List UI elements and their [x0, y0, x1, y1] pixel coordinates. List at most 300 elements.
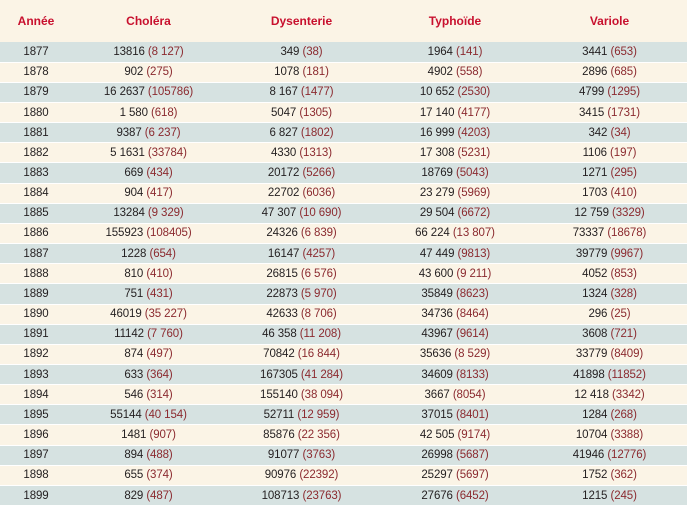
cholera-cases: 546	[124, 388, 144, 401]
dysenterie-deaths: (22392)	[299, 469, 339, 482]
variole-cell	[532, 284, 687, 304]
variole-cell	[532, 425, 687, 445]
year-cell: 1887	[0, 244, 72, 264]
cholera-deaths: (6 237)	[144, 126, 181, 139]
cholera-cases: 13816	[113, 45, 145, 58]
cholera-cell	[72, 183, 225, 203]
dysenterie-deaths: (22 356)	[297, 429, 340, 442]
dysenterie-cases: 349	[280, 45, 300, 58]
dysenterie-cases: 5047	[271, 106, 297, 119]
typhoide-deaths: (13 807)	[452, 227, 495, 240]
cholera-cell	[72, 284, 225, 304]
typhoide-cell	[378, 42, 532, 62]
dysenterie-deaths: (5266)	[302, 167, 336, 180]
dysenterie-deaths: (1802)	[300, 126, 334, 139]
typhoide-deaths: (2530)	[457, 86, 491, 99]
dysenterie-deaths: (1305)	[299, 106, 332, 119]
cholera-cases: 633	[124, 368, 144, 381]
year-cell: 1893	[0, 365, 72, 385]
typhoide-cases: 18769	[421, 167, 453, 180]
typhoide-deaths: (6452)	[455, 489, 489, 502]
cholera-cell	[72, 324, 225, 344]
dysenterie-cases: 90976	[264, 469, 297, 482]
typhoide-deaths: (9174)	[457, 429, 491, 442]
cholera-cell	[72, 244, 225, 264]
year-cell: 1879	[0, 82, 72, 102]
year-cell: 1885	[0, 203, 72, 223]
variole-deaths: (3388)	[610, 429, 644, 442]
dysenterie-cell	[225, 143, 378, 163]
year-cell: 1898	[0, 465, 72, 485]
variole-deaths: (721)	[610, 328, 637, 341]
typhoide-deaths: (8054)	[452, 388, 486, 401]
dysenterie-deaths: (6 576)	[300, 267, 337, 280]
variole-cases: 12 418	[574, 388, 609, 401]
cholera-deaths: (487)	[146, 489, 173, 502]
typhoide-cases: 42 505	[419, 429, 455, 442]
cholera-cases: 13284	[113, 207, 145, 220]
dysenterie-deaths: (38 094)	[300, 388, 343, 401]
variole-cases: 4799	[579, 86, 605, 99]
variole-cases: 33779	[575, 348, 608, 361]
cholera-deaths: (8 127)	[147, 45, 184, 58]
variole-cases: 3441	[582, 45, 608, 58]
typhoide-cases: 16 999	[419, 126, 455, 139]
variole-deaths: (12776)	[607, 449, 647, 462]
dysenterie-cases: 22702	[267, 187, 300, 200]
dysenterie-deaths: (16 844)	[297, 348, 340, 361]
variole-cell	[532, 385, 687, 405]
dysenterie-cases: 24326	[266, 227, 298, 240]
dysenterie-cases: 167305	[260, 368, 298, 381]
year-cell: 1889	[0, 284, 72, 304]
cholera-deaths: (417)	[146, 187, 173, 200]
variole-deaths: (197)	[610, 146, 637, 159]
typhoide-cases: 37015	[421, 408, 453, 421]
table-row	[0, 244, 687, 264]
variole-deaths: (245)	[610, 489, 637, 502]
table-row	[0, 102, 687, 122]
table-row	[0, 284, 687, 304]
dysenterie-cases: 85876	[263, 429, 295, 442]
variole-deaths: (8409)	[610, 348, 644, 361]
cholera-deaths: (9 329)	[147, 207, 184, 220]
variole-cases: 12 759	[574, 207, 609, 220]
cholera-cases: 5 1631	[110, 146, 145, 159]
cholera-cell	[72, 264, 225, 284]
variole-cases: 4052	[582, 267, 608, 280]
dysenterie-deaths: (10 690)	[299, 207, 342, 220]
cholera-cases: 1228	[121, 247, 147, 260]
cholera-cell	[72, 163, 225, 183]
dysenterie-deaths: (8 706)	[300, 308, 337, 321]
cholera-cell	[72, 485, 225, 505]
cholera-deaths: (431)	[146, 287, 173, 300]
dysenterie-cell	[225, 425, 378, 445]
cholera-deaths: (618)	[151, 106, 178, 119]
cholera-cases: 874	[124, 348, 144, 361]
dysenterie-cell	[225, 365, 378, 385]
year-cell: 1894	[0, 385, 72, 405]
dysenterie-deaths: (11 208)	[299, 328, 341, 341]
variole-deaths: (362)	[610, 469, 637, 482]
dysenterie-cell	[225, 223, 378, 243]
dysenterie-cases: 46 358	[262, 328, 297, 341]
cholera-cases: 751	[124, 287, 144, 300]
variole-deaths: (34)	[610, 126, 631, 139]
variole-deaths: (11852)	[607, 368, 646, 381]
typhoide-cases: 1964	[427, 45, 453, 58]
dysenterie-cases: 22873	[266, 287, 298, 300]
typhoide-cases: 35636	[419, 348, 452, 361]
cholera-deaths: (275)	[146, 66, 173, 79]
cholera-cell	[72, 405, 225, 425]
variole-cell	[532, 465, 687, 485]
cholera-deaths: (35 227)	[144, 308, 187, 321]
typhoide-cell	[378, 82, 532, 102]
typhoide-cases: 43 600	[418, 267, 454, 280]
dysenterie-cases: 47 307	[261, 207, 297, 220]
dysenterie-deaths: (41 284)	[300, 368, 343, 381]
typhoide-deaths: (9813)	[457, 247, 491, 260]
cholera-deaths: (314)	[146, 388, 173, 401]
cholera-cases: 46019	[110, 308, 142, 321]
variole-deaths: (268)	[610, 408, 637, 421]
dysenterie-cell	[225, 123, 378, 143]
dysenterie-deaths: (181)	[302, 66, 329, 79]
cholera-cell	[72, 445, 225, 465]
typhoide-cell	[378, 143, 532, 163]
dysenterie-cell	[225, 304, 378, 324]
typhoide-cases: 34609	[421, 368, 453, 381]
year-cell: 1891	[0, 324, 72, 344]
typhoide-cell	[378, 365, 532, 385]
table-row	[0, 62, 687, 82]
dysenterie-cell	[225, 264, 378, 284]
typhoide-cell	[378, 123, 532, 143]
dysenterie-cases: 8 167	[269, 86, 298, 99]
header-dysenterie: Dysenterie	[270, 14, 333, 28]
variole-cases: 41898	[573, 368, 605, 381]
typhoide-cell	[378, 324, 532, 344]
variole-deaths: (410)	[610, 187, 637, 200]
table-body	[0, 42, 687, 506]
dysenterie-cases: 155140	[260, 388, 298, 401]
variole-cases: 1752	[582, 469, 608, 482]
variole-deaths: (853)	[610, 267, 637, 280]
cholera-cell	[72, 82, 225, 102]
variole-cases: 39779	[575, 247, 608, 260]
typhoide-cell	[378, 203, 532, 223]
dysenterie-cell	[225, 42, 378, 62]
variole-cell	[532, 42, 687, 62]
variole-deaths: (1295)	[607, 86, 640, 99]
table-row	[0, 183, 687, 203]
cholera-deaths: (488)	[146, 449, 173, 462]
year-cell: 1892	[0, 344, 72, 364]
cholera-deaths: (434)	[146, 167, 173, 180]
typhoide-deaths: (5231)	[457, 146, 491, 159]
header-typhoide: Typhoïde	[428, 14, 482, 28]
typhoide-deaths: (5697)	[455, 469, 489, 482]
typhoide-cell	[378, 284, 532, 304]
dysenterie-cell	[225, 244, 378, 264]
variole-cell	[532, 344, 687, 364]
cholera-cell	[72, 223, 225, 243]
dysenterie-deaths: (1477)	[300, 86, 334, 99]
variole-deaths: (25)	[610, 308, 631, 321]
typhoide-cases: 66 224	[415, 227, 450, 240]
typhoide-cell	[378, 344, 532, 364]
year-cell: 1881	[0, 123, 72, 143]
cholera-cases: 894	[124, 449, 144, 462]
dysenterie-cases: 26815	[266, 267, 298, 280]
typhoide-deaths: (9614)	[455, 328, 489, 341]
variole-cases: 1271	[582, 167, 608, 180]
typhoide-cases: 10 652	[419, 86, 455, 99]
variole-cases: 1215	[582, 489, 608, 502]
variole-cases: 1324	[582, 287, 608, 300]
cholera-cases: 829	[124, 489, 144, 502]
variole-deaths: (3329)	[612, 207, 645, 220]
variole-deaths: (653)	[610, 45, 637, 58]
cholera-cell	[72, 143, 225, 163]
typhoide-cell	[378, 62, 532, 82]
cholera-deaths: (654)	[149, 247, 176, 260]
typhoide-deaths: (4177)	[457, 106, 491, 119]
typhoide-deaths: (8 529)	[454, 348, 491, 361]
typhoide-cell	[378, 244, 532, 264]
dysenterie-cell	[225, 344, 378, 364]
cholera-cases: 902	[124, 66, 144, 79]
dysenterie-cell	[225, 102, 378, 122]
typhoide-deaths: (9 211)	[456, 267, 492, 280]
dysenterie-cases: 91077	[267, 449, 300, 462]
typhoide-cell	[378, 102, 532, 122]
table-row	[0, 223, 687, 243]
typhoide-cell	[378, 405, 532, 425]
year-cell: 1882	[0, 143, 72, 163]
year-cell: 1880	[0, 102, 72, 122]
typhoide-cases: 23 279	[419, 187, 455, 200]
variole-cell	[532, 324, 687, 344]
variole-cell	[532, 365, 687, 385]
variole-cases: 1284	[582, 408, 608, 421]
cholera-cell	[72, 304, 225, 324]
typhoide-cases: 27676	[421, 489, 453, 502]
typhoide-cell	[378, 485, 532, 505]
table-row	[0, 485, 687, 505]
variole-cell	[532, 485, 687, 505]
table-row	[0, 304, 687, 324]
dysenterie-cases: 4330	[271, 146, 297, 159]
typhoide-cell	[378, 264, 532, 284]
table-row	[0, 465, 687, 485]
dysenterie-deaths: (4257)	[302, 247, 336, 260]
table-row	[0, 445, 687, 465]
variole-deaths: (295)	[610, 167, 637, 180]
dysenterie-cell	[225, 445, 378, 465]
variole-deaths: (9967)	[610, 247, 644, 260]
dysenterie-deaths: (1313)	[299, 146, 332, 159]
dysenterie-cell	[225, 163, 378, 183]
variole-cases: 3415	[579, 106, 605, 119]
typhoide-cell	[378, 304, 532, 324]
table-row	[0, 405, 687, 425]
typhoide-cases: 26998	[421, 449, 453, 462]
dysenterie-cell	[225, 485, 378, 505]
variole-cell	[532, 405, 687, 425]
year-cell: 1890	[0, 304, 72, 324]
cholera-cases: 16 2637	[103, 86, 145, 99]
table-row	[0, 163, 687, 183]
variole-cell	[532, 304, 687, 324]
cholera-deaths: (364)	[146, 368, 173, 381]
typhoide-cases: 43967	[421, 328, 453, 341]
dysenterie-deaths: (12 959)	[297, 408, 340, 421]
typhoide-cases: 35849	[421, 287, 453, 300]
typhoide-cell	[378, 385, 532, 405]
cholera-deaths: (7 760)	[147, 328, 183, 341]
table-row	[0, 42, 687, 62]
variole-deaths: (3342)	[612, 388, 645, 401]
year-cell: 1883	[0, 163, 72, 183]
cholera-cases: 55144	[110, 408, 142, 421]
dysenterie-cell	[225, 203, 378, 223]
year-cell: 1895	[0, 405, 72, 425]
cholera-cell	[72, 42, 225, 62]
table-row	[0, 264, 687, 284]
variole-cell	[532, 82, 687, 102]
cholera-cases: 810	[124, 267, 144, 280]
cholera-cases: 11142	[114, 328, 144, 341]
typhoide-deaths: (5687)	[455, 449, 489, 462]
typhoide-cell	[378, 223, 532, 243]
header-annee: Année	[17, 14, 55, 28]
typhoide-cell	[378, 425, 532, 445]
typhoide-cases: 17 308	[419, 146, 455, 159]
typhoide-deaths: (6672)	[457, 207, 491, 220]
typhoide-cases: 34736	[421, 308, 453, 321]
cholera-cases: 904	[124, 187, 144, 200]
typhoide-deaths: (8133)	[455, 368, 489, 381]
variole-cell	[532, 445, 687, 465]
variole-cell	[532, 183, 687, 203]
variole-cases: 3608	[582, 328, 608, 341]
cholera-cell	[72, 102, 225, 122]
cholera-cases: 155923	[105, 227, 144, 240]
typhoide-cases: 47 449	[419, 247, 455, 260]
typhoide-deaths: (8401)	[455, 408, 489, 421]
cholera-cases: 669	[124, 167, 144, 180]
cholera-deaths: (907)	[149, 429, 176, 442]
year-cell: 1877	[0, 42, 72, 62]
cholera-cases: 9387	[116, 126, 142, 139]
cholera-cases: 1 580	[119, 106, 148, 119]
variole-cases: 1106	[582, 146, 607, 159]
table-header	[0, 0, 687, 42]
dysenterie-deaths: (23763)	[302, 489, 342, 502]
variole-cell	[532, 244, 687, 264]
year-cell: 1899	[0, 485, 72, 505]
cholera-cell	[72, 425, 225, 445]
variole-cell	[532, 163, 687, 183]
variole-deaths: (685)	[610, 66, 637, 79]
variole-cell	[532, 223, 687, 243]
dysenterie-cases: 52711	[263, 408, 295, 421]
dysenterie-cases: 70842	[263, 348, 295, 361]
table-row	[0, 425, 687, 445]
typhoide-cases: 3667	[424, 388, 450, 401]
cholera-cell	[72, 203, 225, 223]
dysenterie-cases: 42633	[266, 308, 298, 321]
typhoide-deaths: (5969)	[457, 187, 491, 200]
dysenterie-deaths: (6036)	[302, 187, 336, 200]
cholera-cell	[72, 62, 225, 82]
dysenterie-deaths: (3763)	[302, 449, 336, 462]
cholera-cell	[72, 385, 225, 405]
dysenterie-cell	[225, 183, 378, 203]
variole-cases: 342	[588, 126, 608, 139]
year-cell: 1886	[0, 223, 72, 243]
typhoide-cases: 25297	[421, 469, 453, 482]
year-cell: 1888	[0, 264, 72, 284]
variole-cases: 73337	[572, 227, 605, 240]
variole-cell	[532, 62, 687, 82]
dysenterie-cell	[225, 82, 378, 102]
cholera-cell	[72, 344, 225, 364]
typhoide-deaths: (5043)	[455, 167, 489, 180]
variole-cell	[532, 264, 687, 284]
year-cell: 1896	[0, 425, 72, 445]
dysenterie-deaths: (6 839)	[300, 227, 337, 240]
typhoide-deaths: (8623)	[455, 287, 489, 300]
variole-cases: 10704	[575, 429, 608, 442]
typhoide-cell	[378, 465, 532, 485]
dysenterie-cell	[225, 62, 378, 82]
table-row	[0, 143, 687, 163]
dysenterie-cell	[225, 405, 378, 425]
variole-cell	[532, 143, 687, 163]
cholera-cell	[72, 365, 225, 385]
cholera-cell	[72, 465, 225, 485]
variole-deaths: (1731)	[607, 106, 640, 119]
table-row	[0, 385, 687, 405]
cholera-deaths: (374)	[146, 469, 173, 482]
dysenterie-cases: 20172	[267, 167, 300, 180]
typhoide-deaths: (4203)	[457, 126, 491, 139]
year-cell: 1884	[0, 183, 72, 203]
cholera-deaths: (105786)	[147, 86, 194, 99]
cholera-cases: 1481	[121, 429, 147, 442]
typhoide-cell	[378, 445, 532, 465]
typhoide-deaths: (8464)	[455, 308, 489, 321]
dysenterie-cases: 6 827	[269, 126, 298, 139]
cholera-deaths: (40 154)	[144, 408, 187, 421]
cholera-cell	[72, 123, 225, 143]
variole-cell	[532, 102, 687, 122]
typhoide-cell	[378, 183, 532, 203]
dysenterie-cell	[225, 465, 378, 485]
variole-cell	[532, 203, 687, 223]
typhoide-cases: 29 504	[419, 207, 455, 220]
table-row	[0, 82, 687, 102]
dysenterie-deaths: (38)	[302, 45, 323, 58]
cholera-deaths: (497)	[146, 348, 173, 361]
typhoide-cases: 4902	[427, 66, 453, 79]
cholera-deaths: (108405)	[146, 227, 192, 240]
dysenterie-cases: 108713	[261, 489, 300, 502]
